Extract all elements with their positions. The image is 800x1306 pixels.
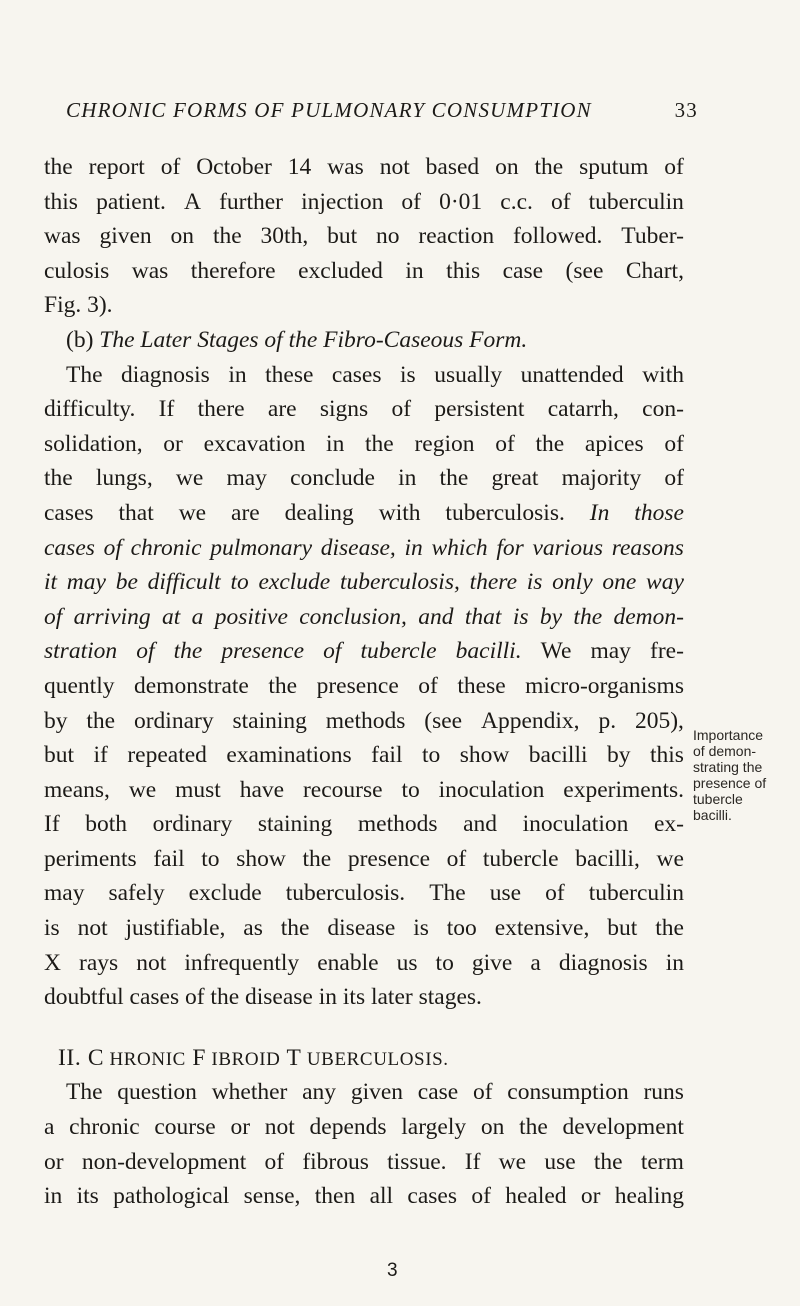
text-line: cases that we are dealing with tuberculosis. In those xyxy=(44,499,684,526)
text-line: X rays not infrequently enable us to give a diagnosis in xyxy=(44,949,684,976)
text-line: The question whether any given case of consumption runs xyxy=(66,1079,684,1106)
margin-note-line: presence of xyxy=(693,775,767,791)
text-line: cases of chronic pulmonary disease, in which for various reasons xyxy=(44,534,684,561)
text-line: quently demonstrate the presence of these micro-organisms xyxy=(44,672,684,699)
subheading xyxy=(44,323,684,358)
signature-mark: 3 xyxy=(387,1260,398,1281)
text-line: culosis was therefore excluded in this case (see Chart, xyxy=(44,257,684,284)
page-number: 33 xyxy=(674,98,698,122)
text-line: The diagnosis in these cases is usually unattended with xyxy=(66,361,684,388)
text-line: by the ordinary staining methods (see Appendix, p. 205), xyxy=(44,707,684,734)
running-head-title: CHRONIC FORMS OF PULMONARY CONSUMPTION xyxy=(66,98,592,122)
margin-note xyxy=(693,727,793,823)
text-line: a chronic course or not depends largely on the development xyxy=(44,1114,684,1141)
subheading-text: The Later Stages of the Fibro-Caseous Form. xyxy=(99,326,528,353)
text-line: Fig. 3). xyxy=(44,292,113,319)
text-line: the report of October 14 was not based on the sputum of xyxy=(44,154,684,180)
text-line: but if repeated examinations fail to show bacilli by this xyxy=(44,742,684,769)
text-line: the lungs, we may conclude in the great majority of xyxy=(44,465,684,492)
margin-note-line: of demon- xyxy=(693,743,757,759)
text-line: doubtful cases of the disease in its later stages. xyxy=(44,984,482,1011)
section-heading: II. C HRONIC F IBROID T UBERCULOSIS. xyxy=(58,1044,449,1071)
text-line: in its pathological sense, then all cases of healed or healing xyxy=(44,1183,684,1210)
text-line: it may be difficult to exclude tuberculosis, there is only one way xyxy=(44,569,684,596)
text-line: difficulty. If there are signs of persistent catarrh, con- xyxy=(44,396,684,423)
body-text xyxy=(44,150,684,1214)
text-line: stration of the presence of tubercle bacilli. We may fre- xyxy=(44,638,684,665)
text-line: was given on the 30th, but no reaction followed. Tuber- xyxy=(44,223,684,250)
margin-note-line: tubercle xyxy=(693,791,743,807)
text-line: of arriving at a positive conclusion, and that is by the demon- xyxy=(44,603,684,630)
subheading-label: (b) xyxy=(66,326,94,353)
margin-note-line: strating the xyxy=(693,759,763,775)
margin-note-line: Importance xyxy=(693,727,764,743)
margin-note-line: bacilli. xyxy=(693,807,732,823)
text-line: is not justifiable, as the disease is too extensive, but the xyxy=(44,915,684,942)
text-line: If both ordinary staining methods and inoculation ex- xyxy=(44,811,684,838)
text-line: this patient. A further injection of 0·01 c.c. of tuberculin xyxy=(44,188,684,215)
text-line: periments fail to show the presence of tubercle bacilli, we xyxy=(44,845,684,872)
text-line: or non-development of fibrous tissue. If we use the term xyxy=(44,1148,684,1175)
text-line: may safely exclude tuberculosis. The use of tuberculin xyxy=(44,880,684,907)
text-line: solidation, or excavation in the region of the apices of xyxy=(44,430,684,457)
text-line: means, we must have recourse to inoculation experiments. xyxy=(44,776,684,803)
